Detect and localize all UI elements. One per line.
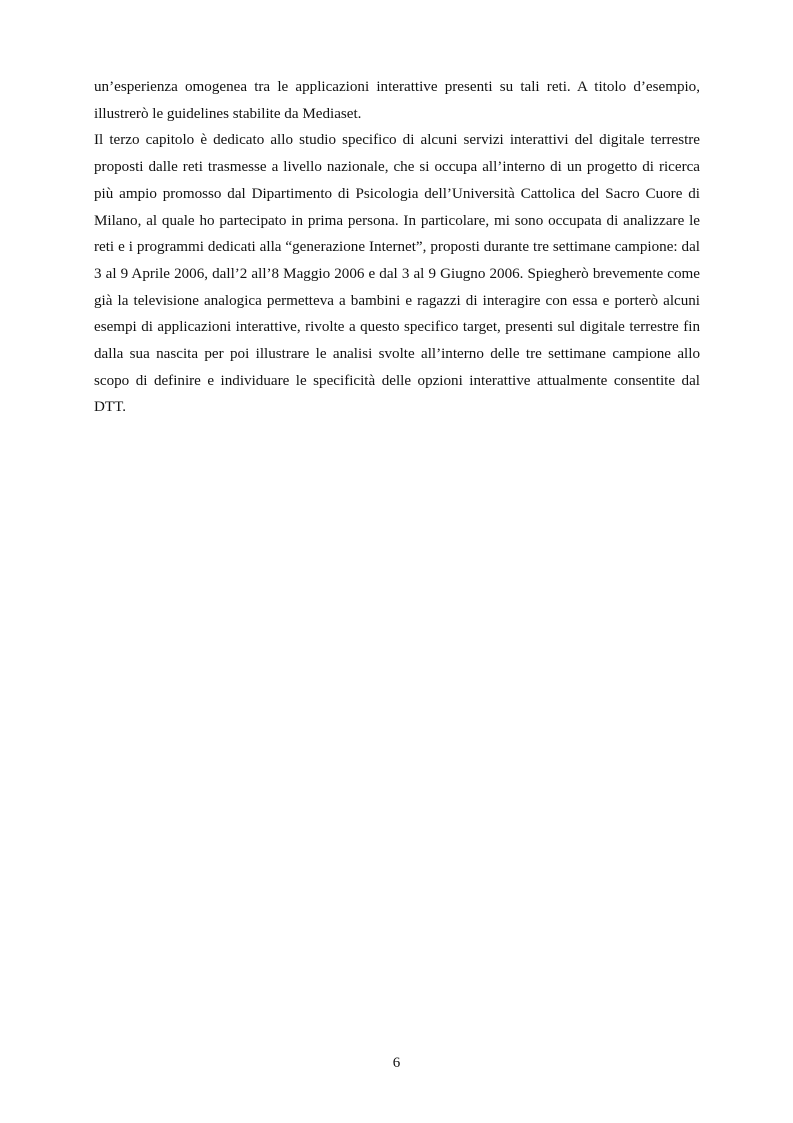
paragraph-third-chapter: Il terzo capitolo è dedicato allo studio specifico di alcuni servizi interattivi del digitale terrestre proposti dalle reti trasmesse a livello nazionale, che si occupa all’interno di un progetto di ricerca più ampio promosso dal Dipartimento di Psicologia dell’Università Cattolica del Sacro Cuore di Milano, al quale ho partecipato in prima persona. In particolare, mi sono occupata di analizzare le reti e i programmi dedicati alla “generazione Internet”, proposti durante tre settimane campione: dal 3 al 9 Aprile 2006, dall’2 all’8 Maggio 2006 e dal 3 al 9 Giugno 2006. Spiegherò brevemente come già la televisione analogica permetteva a bambini e ragazzi di interagire con essa e porterò alcuni esempi di applicazioni interattive, rivolte a questo specifico target, presenti sul digitale terrestre fin dalla sua nascita per poi illustrare le analisi svolte all’interno delle tre settimane campione allo scopo di definire e individuare le specificità delle opzioni interattive attualmente consentite dal DTT. [94,132,700,416]
body-text [94,74,700,421]
paragraph-continuation: un’esperienza omogenea tra le applicazioni interattive presenti su tali reti. A titolo d’esempio, illustrerò le guidelines stabilite da Mediaset. [94,79,700,122]
page-number: 6 [392,1055,401,1071]
